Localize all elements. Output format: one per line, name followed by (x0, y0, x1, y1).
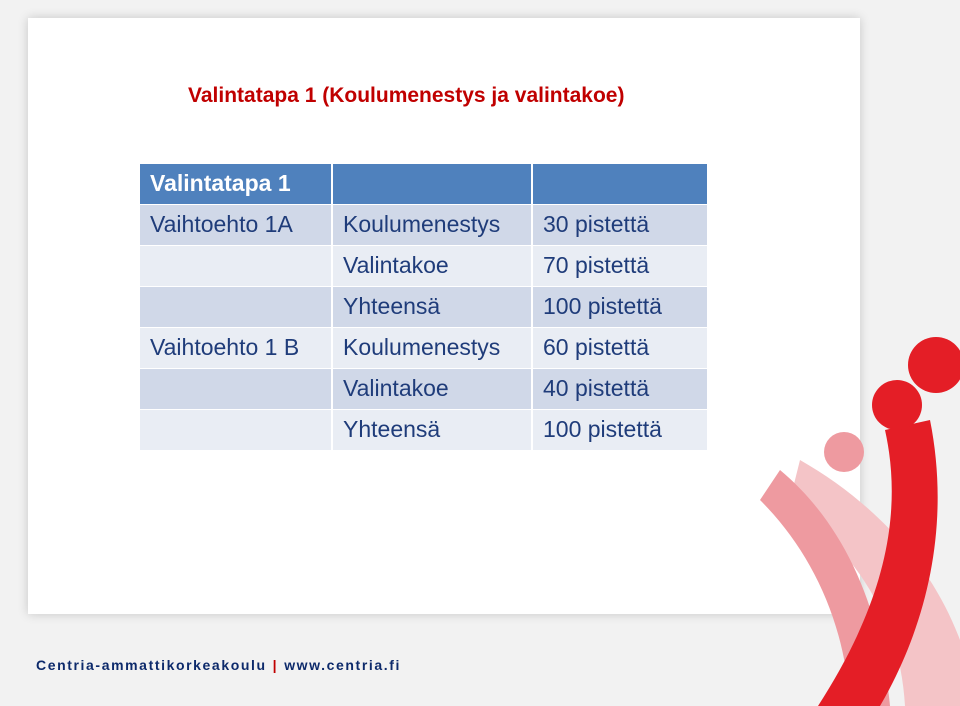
table-cell (140, 368, 332, 409)
table-row (140, 204, 707, 245)
slide-title: Valintatapa 1 (Koulumenestys ja valintakoe) (188, 84, 625, 107)
table-row (140, 368, 707, 409)
footer-site-link[interactable]: www.centria.fi (284, 657, 401, 673)
footer (36, 657, 401, 673)
table-row (140, 409, 707, 450)
table-header-cell (532, 164, 707, 204)
table-cell: Valintakoe (332, 245, 532, 286)
table-cell: Yhteensä (332, 409, 532, 450)
table-cell (140, 409, 332, 450)
table-row (140, 327, 707, 368)
table-cell: Yhteensä (332, 286, 532, 327)
table-cell (140, 286, 332, 327)
table-row (140, 286, 707, 327)
table-cell: 40 pistettä (532, 368, 707, 409)
table-cell: 100 pistettä (532, 409, 707, 450)
table-cell: 100 pistettä (532, 286, 707, 327)
footer-separator: | (272, 657, 279, 673)
table-cell: Vaihtoehto 1 B (140, 327, 332, 368)
table-cell (140, 245, 332, 286)
table-cell: Koulumenestys (332, 204, 532, 245)
table-cell: 60 pistettä (532, 327, 707, 368)
table-header-cell (332, 164, 532, 204)
table-header-row (140, 164, 707, 204)
table-cell: Vaihtoehto 1A (140, 204, 332, 245)
points-table (140, 164, 707, 451)
table-cell: 30 pistettä (532, 204, 707, 245)
table-row (140, 245, 707, 286)
table-cell: Koulumenestys (332, 327, 532, 368)
footer-org: Centria-ammattikorkeakoulu (36, 657, 267, 673)
table-header-cell: Valintatapa 1 (140, 164, 332, 204)
table-cell: 70 pistettä (532, 245, 707, 286)
table-cell: Valintakoe (332, 368, 532, 409)
